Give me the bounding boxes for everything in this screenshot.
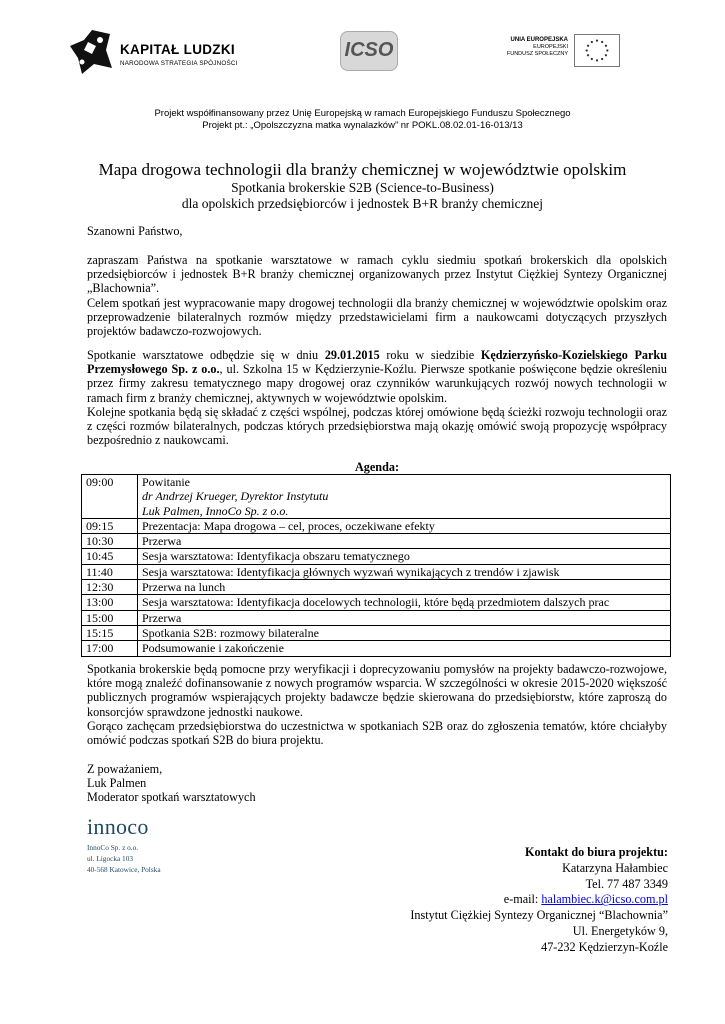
paragraph-next-meetings: Kolejne spotkania będą się składać z części wspólnej, podczas której omówione będą ścieżki rozwoju technologii oraz z części rozmów bilateralnych, podczas których przedsiębiorstwa mają okazję omówić swoją propozycję współpracy bezpośrednio z naukowcami. <box>87 405 667 448</box>
agenda-row-welcome <box>82 475 671 519</box>
greeting: Szanowni Państwo, <box>87 224 183 238</box>
agenda-time: 11:40 <box>82 564 138 579</box>
agenda-row <box>82 641 671 656</box>
paragraph-meeting-details <box>87 348 667 405</box>
agenda-item: Przerwa <box>138 610 671 625</box>
paragraph-invitation: zapraszam Państwa na spotkanie warsztatowe w ramach cyklu siedmiu spotkań brokerskich dla opolskich przedsiębiorców i jednostek B+R branży chemicznej organizowanych przez Instytut Ciężkiej Syntezy Organicznej „Blachownia”. <box>87 253 667 296</box>
contact-block <box>360 845 668 956</box>
innoco-address-3: 40-568 Katowice, Polska <box>87 865 161 874</box>
closing: Z poważaniem, <box>87 762 163 776</box>
agenda-time: 13:00 <box>82 595 138 610</box>
contact-email-line <box>360 892 668 908</box>
innoco-address-2: ul. Ligocka 103 <box>87 854 134 863</box>
contact-email-label: e-mail: <box>503 892 542 907</box>
signer-role: Moderator spotkań warsztatowych <box>87 790 256 804</box>
agenda-time: 10:30 <box>82 534 138 549</box>
kapital-ludzki-logo <box>70 28 245 78</box>
eu-line2: EUROPEJSKI <box>533 44 568 51</box>
agenda-time: 10:45 <box>82 549 138 564</box>
paragraph-benefits: Spotkania brokerskie będą pomocne przy weryfikacji i doprecyzowaniu pomysłów na projekty badawczo-rozwojowe, które mogą znaleźć dofinansowanie z nowych programów wsparcia. W szczególności w okresie 2015-2020 większość publicznych programów wspierających projekty badawcze będzie skierowana do przedsiębiorstw, które zaproszą do konsorcjów sprawdzone jednostki naukowe. <box>87 662 667 719</box>
agenda-item: Sesja warsztatowa: Identyfikacja głównych wyzwań wynikających z trendów i zjawisk <box>138 564 671 579</box>
agenda-title: Agenda: <box>354 460 399 474</box>
agenda-row <box>82 595 671 610</box>
agenda-item: Podsumowanie i zakończenie <box>138 641 671 656</box>
meeting-date: 29.01.2015 <box>324 348 380 362</box>
meeting-text-a: Spotkanie warsztatowe odbędzie się w dniu <box>87 348 325 362</box>
agenda-item <box>138 475 671 519</box>
meeting-place: Kędzierzyńsko-Kozielskiego Parku Przemysłowego Sp. z o.o. <box>87 348 667 377</box>
contact-institute: Instytut Ciężkiej Syntezy Organicznej “Blachownia” <box>410 908 668 923</box>
agenda-row <box>82 564 671 579</box>
innoco-logo: innoco <box>87 814 149 839</box>
eu-line3: FUNDUSZ SPOŁECZNY <box>506 51 568 58</box>
agenda-row <box>82 549 671 564</box>
contact-phone: Tel. 77 487 3349 <box>585 876 668 891</box>
agenda-row <box>82 534 671 549</box>
project-title-line: Projekt pt.: „Opolszczyzna matka wynalazków” nr POKL.08.02.01-16-013/13 <box>202 120 523 131</box>
eu-logo-text <box>507 37 568 59</box>
contact-city: 47-232 Kędzierzyn-Koźle <box>541 939 668 954</box>
document-subtitle-1: Spotkania brokerskie S2B (Science-to-Business) <box>231 180 494 195</box>
contact-name: Katarzyna Hałambiec <box>562 860 668 875</box>
signer-name: Luk Palmen <box>87 776 147 790</box>
agenda-row <box>82 625 671 640</box>
agenda-row <box>82 518 671 533</box>
innoco-address-1: InnoCo Sp. z o.o. <box>87 843 139 852</box>
meeting-text-b: roku w siedzibie <box>379 348 481 362</box>
eu-title: UNIA EUROPEJSKA <box>510 37 568 43</box>
agenda-item: Prezentacja: Mapa drogowa – cel, proces, oczekiwane efekty <box>138 518 671 533</box>
agenda-item: Przerwa na lunch <box>138 580 671 595</box>
agenda-time: 15:00 <box>82 610 138 625</box>
agenda-row <box>82 580 671 595</box>
icso-logo <box>340 31 398 71</box>
agenda-welcome-label: Powitanie <box>142 475 190 489</box>
agenda-time: 17:00 <box>82 641 138 656</box>
agenda-speaker-1: dr Andrzej Krueger, Dyrektor Instytutu <box>142 489 329 504</box>
icso-logo-text: ICSO <box>344 39 394 61</box>
agenda-time: 09:00 <box>82 475 138 519</box>
eu-flag-icon <box>574 34 620 67</box>
meeting-text-c: , ul. Szkolna 15 w Kędzierzynie-Koźlu. Pierwsze spotkanie poświęcone będzie określeniu przez firmy zakresu tematycznego mapy drogowej oraz czynników warunkujących rozwój nowych technologii w ramach firm z branży chemicznej, aktywnych w województwie opolskim. <box>87 362 667 405</box>
agenda-time: 09:15 <box>82 518 138 533</box>
agenda-row <box>82 610 671 625</box>
kapital-ludzki-title: KAPITAŁ LUDZKI <box>120 42 235 57</box>
kapital-ludzki-subtitle: NARODOWA STRATEGIA SPÓJNOŚCI <box>120 60 238 67</box>
agenda-time: 12:30 <box>82 580 138 595</box>
agenda-item: Przerwa <box>138 534 671 549</box>
document-subtitle-2: dla opolskich przedsiębiorców i jednostek B+R branży chemicznej <box>181 196 544 211</box>
document-title: Mapa drogowa technologii dla branży chemicznej w województwie opolskim <box>98 160 627 179</box>
agenda-item: Spotkania S2B: rozmowy bilateralne <box>138 625 671 640</box>
kapital-ludzki-star-icon <box>70 28 112 76</box>
eu-logo <box>498 37 620 67</box>
paragraph-encouragement: Gorąco zachęcam przedsiębiorstwa do uczestnictwa w spotkaniach S2B oraz do zgłoszenia tematów, które chciałyby omówić podczas spotkań S2B do biura projektu. <box>87 719 667 748</box>
agenda-item: Sesja warsztatowa: Identyfikacja obszaru tematycznego <box>138 549 671 564</box>
contact-email-link[interactable]: halambiec.k@icso.com.pl <box>541 892 668 907</box>
project-cofinance-line: Projekt współfinansowany przez Unię Europejską w ramach Europejskiego Funduszu Społecznego <box>154 108 571 119</box>
paragraph-goal: Celem spotkań jest wypracowanie mapy drogowej technologii dla branży chemicznej w województwie opolskim oraz przeprowadzenie bilateralnych rozmów między przedstawicielami firm a naukowcami dotyczących przyszłych projektów badawczo-rozwojowych. <box>87 296 667 339</box>
agenda-item: Sesja warsztatowa: Identyfikacja docelowych technologii, które będą przedmiotem dalszych prac <box>138 595 671 610</box>
contact-heading: Kontakt do biura projektu: <box>524 845 668 859</box>
agenda-table <box>81 474 671 657</box>
agenda-speaker-2: Luk Palmen, InnoCo Sp. z o.o. <box>142 503 289 518</box>
agenda-time: 15:15 <box>82 625 138 640</box>
contact-street: Ul. Energetyków 9, <box>572 923 668 938</box>
